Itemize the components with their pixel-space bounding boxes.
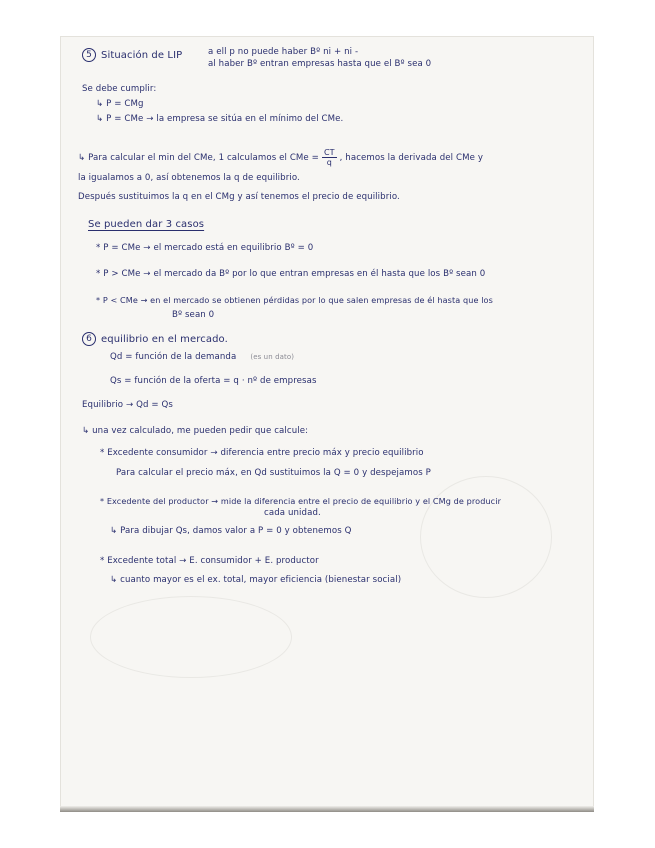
section5-heading bbox=[82, 48, 182, 62]
bleed-through-mark bbox=[420, 476, 552, 598]
consumer-surplus: * Excedente consumidor → diferencia entre precio máx y precio equilibrio bbox=[100, 448, 424, 458]
fraction-numerator: CT bbox=[323, 148, 335, 157]
producer-surplus-how: ↳ Para dibujar Qs, damos valor a P = 0 y obtenemos Q bbox=[110, 526, 352, 536]
bleed-through-mark bbox=[90, 596, 292, 678]
calc-line-1-start: ↳ Para calcular el min del CMe, 1 calculamos el CMe = bbox=[78, 153, 319, 163]
total-surplus-note: ↳ cuanto mayor es el ex. total, mayor eficiencia (bienestar social) bbox=[110, 575, 402, 585]
section-title: Situación de LIP bbox=[101, 50, 183, 61]
section6-heading bbox=[82, 332, 228, 346]
una-vez-line: ↳ una vez calculado, me pueden pedir que calcule: bbox=[82, 426, 309, 436]
qs-line: Qs = función de la oferta = q · nº de empresas bbox=[110, 376, 317, 386]
calc-line-1 bbox=[78, 148, 483, 167]
qd-line bbox=[110, 352, 294, 362]
producer-surplus-1: * Excedente del productor → mide la diferencia entre el precio de equilibrio y el CMg de producir bbox=[100, 496, 501, 506]
calc-line-2: la igualamos a 0, así obtenemos la q de equilibrio. bbox=[78, 173, 300, 183]
se-debe-cumplir: Se debe cumplir: bbox=[82, 84, 157, 94]
section5-note-2: al haber Bº entran empresas hasta que el Bº sea 0 bbox=[208, 59, 432, 69]
fraction-denominator: q bbox=[326, 158, 332, 167]
equilibrium-line: Equilibrio → Qd = Qs bbox=[82, 400, 173, 410]
section-title: equilibrio en el mercado. bbox=[101, 334, 228, 345]
condition-2: ↳ P = CMe → la empresa se sitúa en el mínimo del CMe. bbox=[96, 114, 344, 124]
calc-line-3: Después sustituimos la q en el CMg y así tenemos el precio de equilibrio. bbox=[78, 192, 400, 202]
qd-definition: Qd = función de la demanda bbox=[110, 352, 237, 362]
consumer-surplus-how: Para calcular el precio máx, en Qd sustituimos la Q = 0 y despejamos P bbox=[116, 468, 431, 478]
producer-surplus-2: cada unidad. bbox=[264, 508, 321, 518]
section-number-badge: 5 bbox=[82, 48, 96, 62]
case-3-line-2: Bº sean 0 bbox=[172, 310, 215, 320]
condition-1: ↳ P = CMg bbox=[96, 99, 144, 109]
case-2: * P > CMe → el mercado da Bº por lo que entran empresas en él hasta que los Bº sean 0 bbox=[96, 269, 486, 279]
calc-line-1-end: , hacemos la derivada del CMe y bbox=[339, 153, 484, 163]
cme-fraction bbox=[322, 148, 337, 167]
cases-heading: Se pueden dar 3 casos bbox=[88, 219, 205, 230]
qd-note: (es un dato) bbox=[250, 353, 295, 361]
case-1: * P = CMe → el mercado está en equilibrio Bº = 0 bbox=[96, 243, 314, 253]
notebook-page bbox=[60, 36, 594, 812]
case-3-line-1: * P < CMe → en el mercado se obtienen pérdidas por lo que salen empresas de él hasta que los bbox=[96, 295, 493, 305]
total-surplus: * Excedente total → E. consumidor + E. productor bbox=[100, 556, 319, 566]
section-number-badge: 6 bbox=[82, 332, 96, 346]
section5-note-1: a ell p no puede haber Bº ni + ni - bbox=[208, 47, 359, 57]
